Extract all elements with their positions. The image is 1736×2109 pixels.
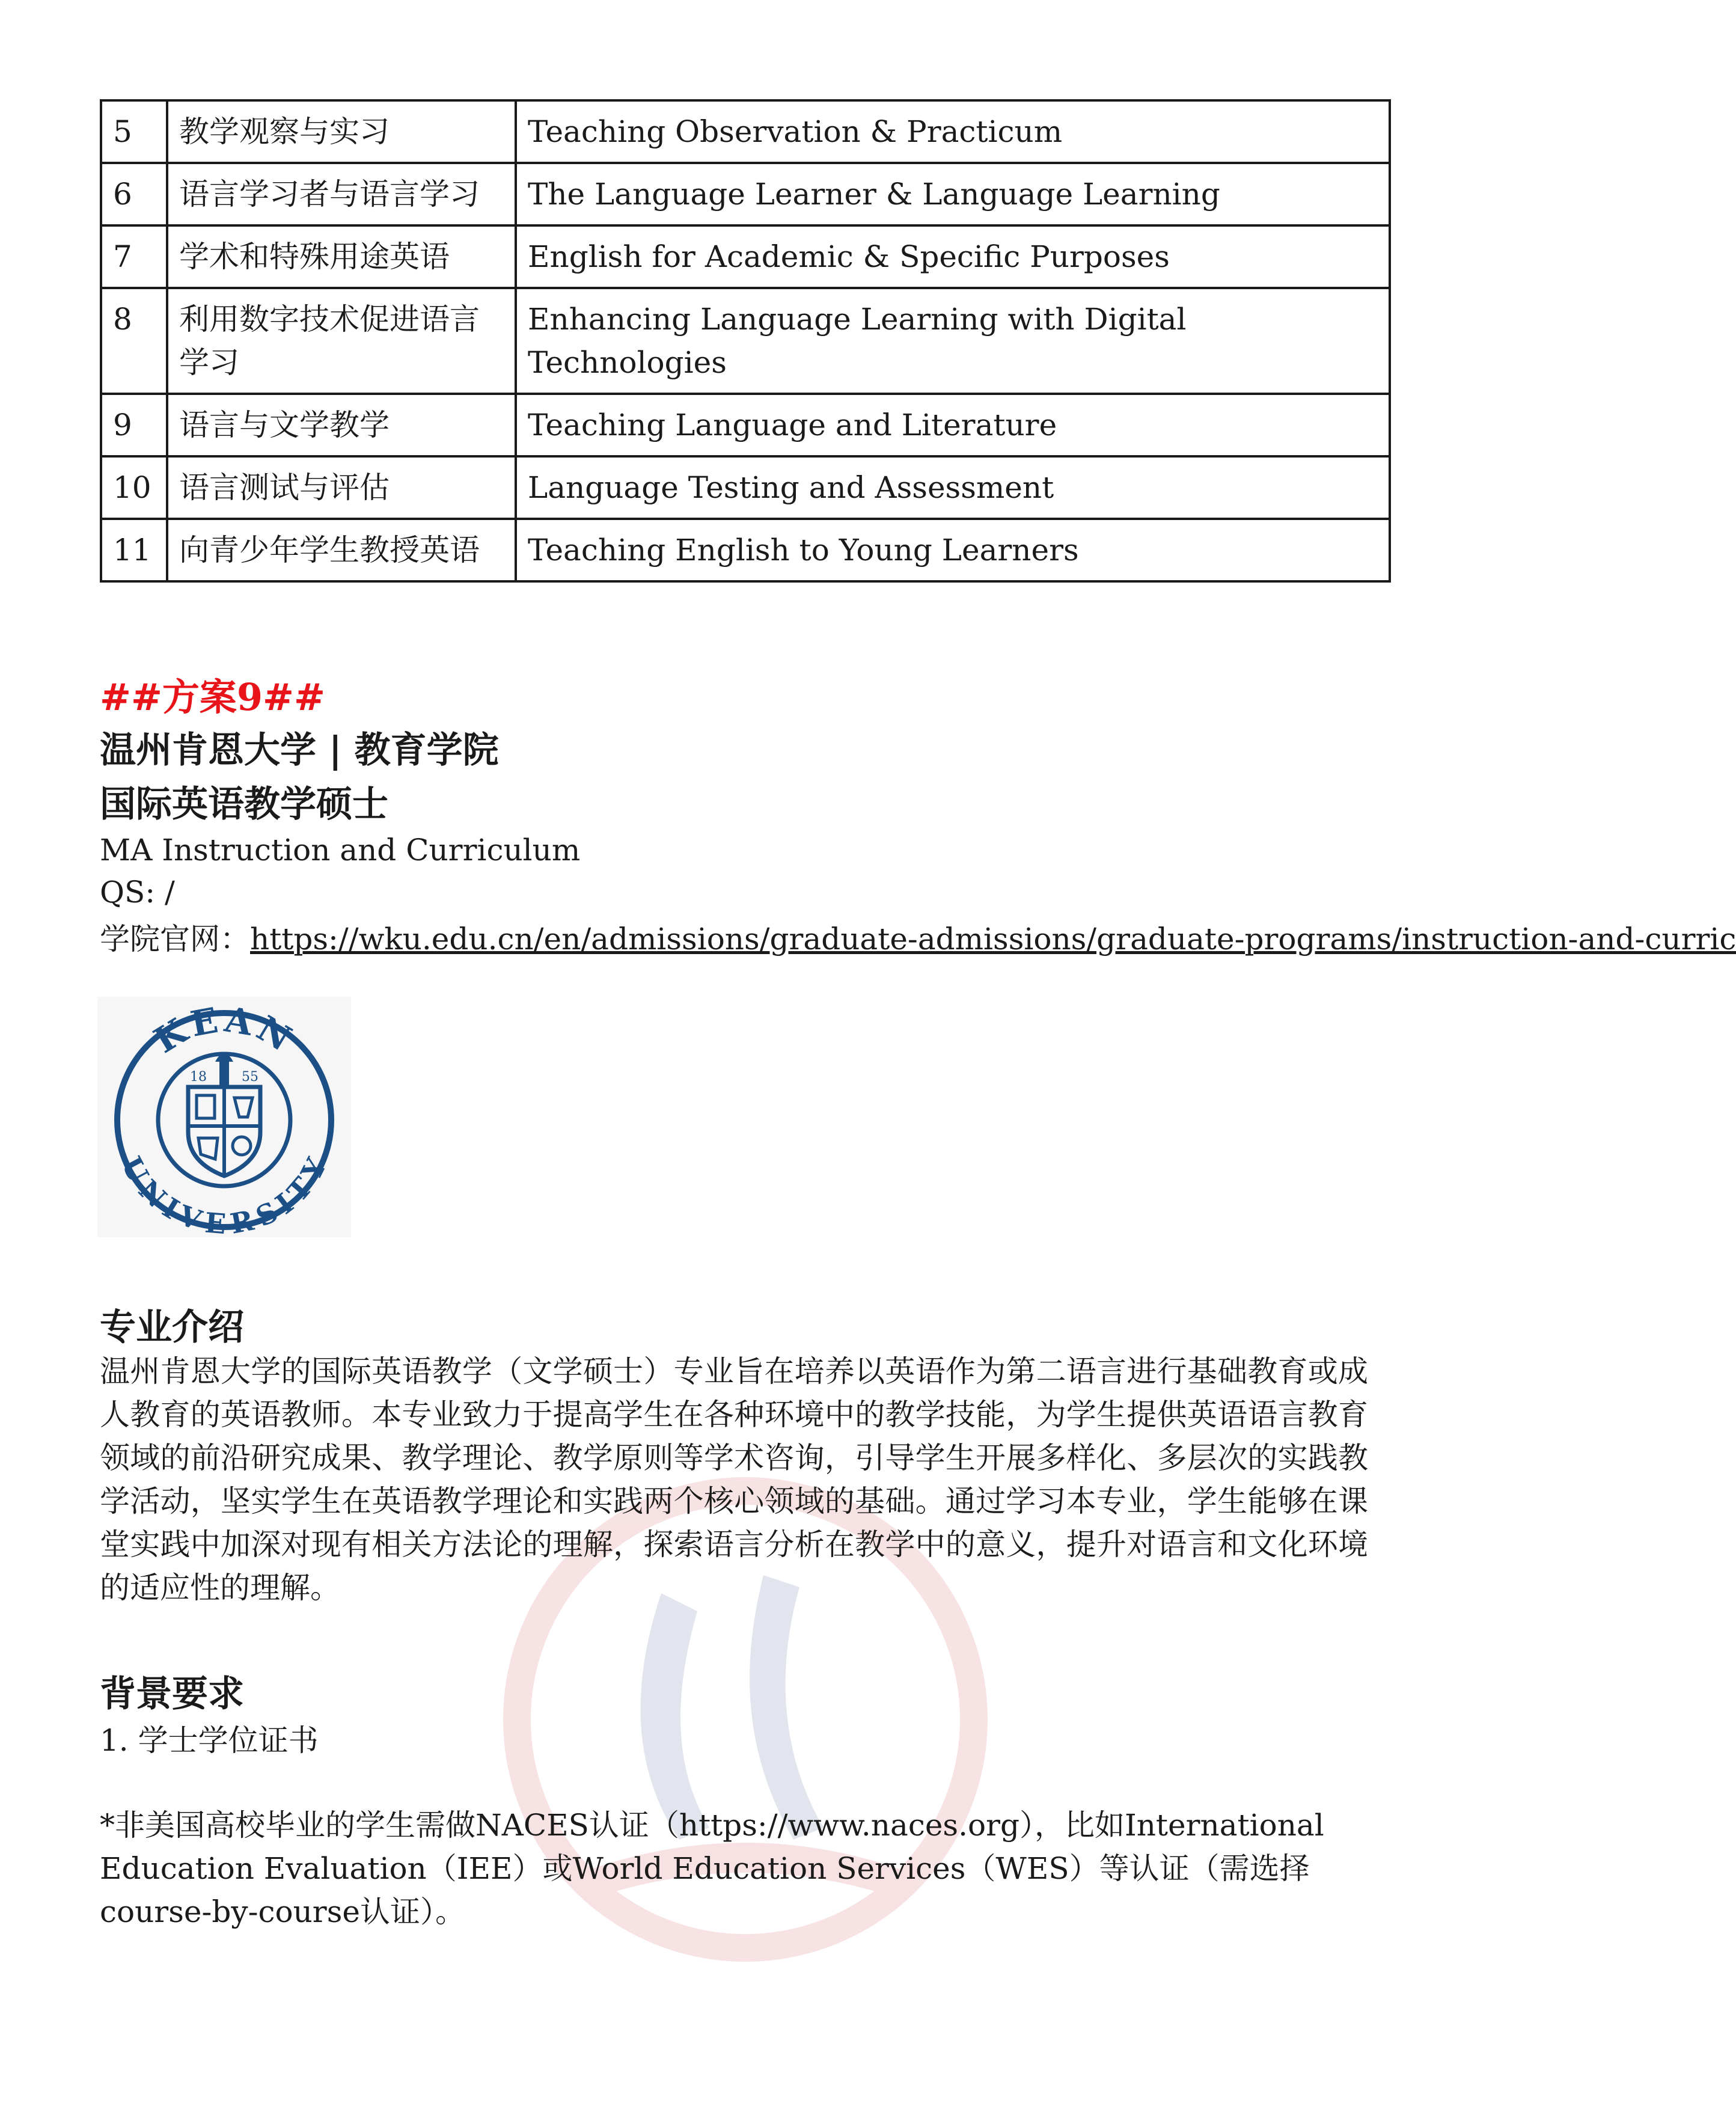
course-number: 9: [101, 394, 167, 456]
logo-bottom-text: UNIVERSITY: [115, 1151, 334, 1237]
intro-body: 温州肯恩大学的国际英语教学（文学硕士）专业旨在培养以英语作为第二语言进行基础教育或成人教育的英语教师。本专业致力于提高学生在各种环境中的教学技能，为学生提供英语语言教育领域的前沿研究成果、教学理论、教学原则等学术咨询，引导学生开展多样化、多层次的实践教学活动，坚实学生在英语教学理论和实践两个核心领域的基础。通过学习本专业，学生能够在课堂实践中加深对现有相关方法论的理解，探索语言分析在教学中的意义，提升对语言和文化环境的适应性的理解。: [100, 1354, 1368, 1605]
course-table: [100, 99, 1391, 583]
course-name-cn: 教学观察与实习: [167, 100, 516, 163]
kean-university-logo: [97, 997, 351, 1237]
course-name-en: English for Academic & Specific Purposes: [516, 225, 1390, 288]
course-name-en: Teaching English to Young Learners: [516, 519, 1390, 581]
table-row: [101, 100, 1390, 163]
table-row: [101, 163, 1390, 225]
course-name-cn: 语言与文学教学: [167, 394, 516, 456]
course-name-en: Language Testing and Assessment: [516, 456, 1390, 519]
table-row: [101, 225, 1390, 288]
school-website-label: 学院官网：: [100, 922, 250, 957]
course-name-en: The Language Learner & Language Learning: [516, 163, 1390, 225]
table-row: [101, 394, 1390, 456]
school-website-link[interactable]: https://wku.edu.cn/en/admissions/graduate-admissions/graduate-programs/instruction-and-curric: [250, 922, 1736, 957]
background-heading: 背景要求: [100, 1673, 244, 1715]
course-name-en: Teaching Observation & Practicum: [516, 100, 1390, 163]
course-name-en: Teaching Language and Literature: [516, 394, 1390, 456]
school-website-line: [100, 915, 1736, 958]
course-number: 11: [101, 519, 167, 581]
intro-heading: 专业介绍: [100, 1306, 244, 1348]
certification-note: *非美国高校毕业的学生需做NACES认证（https://www.naces.org），比如International Education Evaluation（IEE）或World Education Services（WES）等认证（需选择course-by-course认证）。: [100, 1808, 1324, 1929]
logo-year-right: 55: [242, 1070, 258, 1085]
table-row: [101, 288, 1390, 394]
course-number: 10: [101, 456, 167, 519]
course-name-cn: 向青少年学生教授英语: [167, 519, 516, 581]
course-number: 6: [101, 163, 167, 225]
course-number: 8: [101, 288, 167, 394]
course-name-cn: 学术和特殊用途英语: [167, 225, 516, 288]
table-row: [101, 519, 1390, 581]
logo-top-text: KEAN: [147, 999, 302, 1062]
course-number: 5: [101, 100, 167, 163]
kean-seal-icon: [97, 997, 351, 1237]
requirement-item: 1. 学士学位证书: [100, 1723, 319, 1758]
qs-ranking: QS: /: [100, 875, 175, 910]
program-name-en: MA Instruction and Curriculum: [100, 833, 581, 868]
university-school-title: 温州肯恩大学 | 教育学院: [100, 729, 499, 771]
plan-title: ##方案9##: [100, 675, 325, 719]
course-name-cn: 利用数字技术促进语言学习: [167, 288, 516, 394]
course-number: 7: [101, 225, 167, 288]
course-name-cn: 语言学习者与语言学习: [167, 163, 516, 225]
course-name-en: Enhancing Language Learning with Digital Technologies: [516, 288, 1390, 394]
course-name-cn: 语言测试与评估: [167, 456, 516, 519]
logo-year-left: 18: [190, 1070, 207, 1085]
program-name-cn: 国际英语教学硕士: [100, 783, 388, 825]
table-row: [101, 456, 1390, 519]
